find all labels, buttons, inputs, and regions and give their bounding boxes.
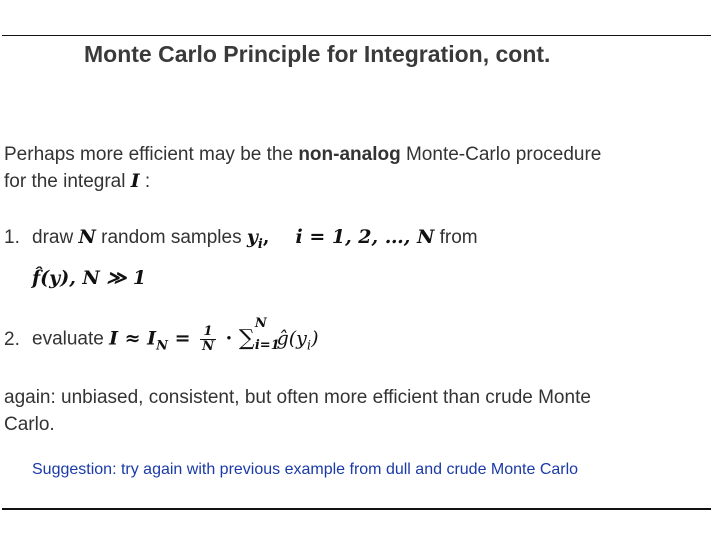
math-lhs: I ≈ I (109, 327, 157, 350)
intro-bold-term: non-analog (298, 144, 401, 165)
math-fraction (200, 325, 216, 354)
intro-line-2 (4, 168, 601, 195)
intro-line2-text: for the integral (4, 171, 131, 192)
step-text: draw (32, 227, 79, 248)
intro-line2-tail: : (139, 171, 151, 192)
step-number: 2. (4, 328, 20, 350)
fraction-denominator: N (202, 339, 214, 354)
intro-text-tail: Monte-Carlo procedure (400, 144, 602, 165)
math-y: y (246, 226, 258, 248)
integral-symbol: I (130, 170, 140, 192)
step-1 (4, 226, 478, 252)
math-N: N (78, 226, 96, 248)
math-subscript-i: i (257, 236, 263, 252)
slide-title: Monte Carlo Principle for Integration, cont. (84, 41, 551, 67)
math-sum (238, 315, 280, 353)
sum-lower-limit: i=1 (254, 337, 280, 353)
sum-upper-limit: N (254, 315, 267, 331)
bottom-rule (2, 508, 711, 510)
top-rule (2, 35, 711, 36)
conclusion-line-2: Carlo. (4, 414, 55, 435)
math-index-expression: i = 1, 2, …, N (295, 226, 435, 248)
math-summand: ĝ(y (276, 327, 307, 350)
conclusion-line-1: again: unbiased, consistent, but often more efficient than crude Monte (4, 387, 591, 408)
math-comma: , (262, 226, 270, 248)
math-equals: = (167, 327, 198, 350)
intro-line-1 (4, 141, 601, 168)
fraction-numerator: 1 (200, 325, 216, 340)
sum-symbol: ∑ (238, 325, 255, 351)
step-text: random samples (95, 227, 247, 248)
step-1-continuation (32, 267, 146, 290)
suggestion-note: Suggestion: try again with previous example from dull and crude Monte Carlo (32, 461, 579, 478)
intro-text: Perhaps more efficient may be the (4, 144, 299, 165)
math-subscript-N: N (156, 338, 168, 354)
step-number: 1. (4, 227, 20, 248)
math-dot: · (219, 327, 239, 350)
step-text: from (434, 227, 478, 248)
step-2 (4, 315, 319, 354)
math-sampling-density: f̂(y), N ≫ 1 (32, 267, 147, 289)
math-summand-close: ) (311, 327, 319, 350)
math-summand-subscript: i (306, 338, 312, 354)
conclusion-paragraph (4, 384, 591, 438)
step-text: evaluate (32, 328, 110, 350)
intro-paragraph (4, 141, 601, 195)
